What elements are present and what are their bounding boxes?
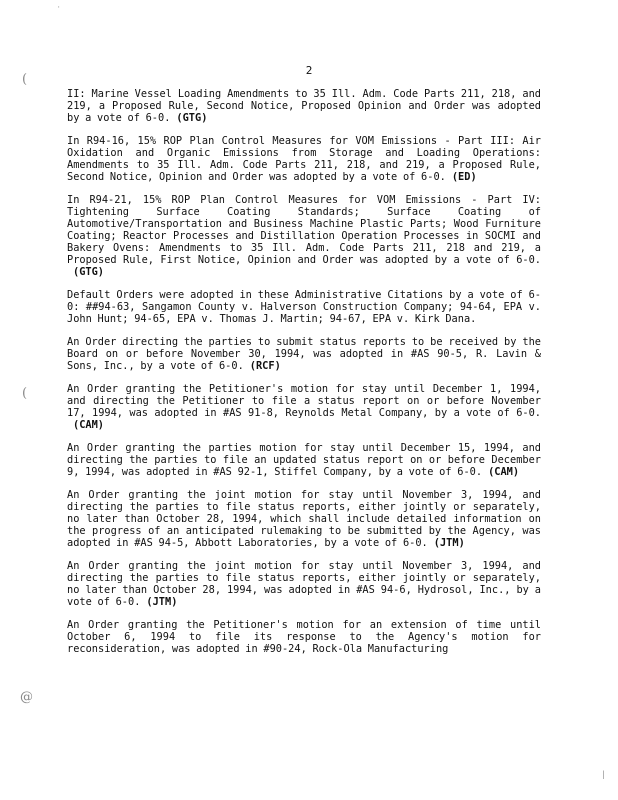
margin-mark-right: | <box>602 770 605 779</box>
paragraph-text: An Order granting the parties motion for stay until December 15, 1994, and directing the parties to file an updated status report on or before December 9, 1994, was adopted in #AS 92-1, Stiffel Company, by a vote of 6-0. <box>67 442 541 478</box>
margin-punch-mark-bottom: @ <box>20 690 33 705</box>
page-number: 2 <box>305 64 313 77</box>
margin-tick-mark: ' <box>58 6 60 13</box>
paragraph-as-94-5 <box>67 489 541 549</box>
paragraph-as-92-1 <box>67 442 541 478</box>
paragraph-text: Default Orders were adopted in these Administrative Citations by a vote of 6-0: ##94-63, Sangamon County v. Halverson Construction Company; 94-64, EPA v. John Hunt; 94-65, EPA v. Thomas J. Martin; 94-67, EPA v. Kirk Dana. <box>67 289 541 325</box>
paragraph-90-24 <box>67 619 541 655</box>
author-initials: (CAM) <box>73 419 104 431</box>
paragraph-r94-16 <box>67 135 541 183</box>
paragraph-text: In R94-16, 15% ROP Plan Control Measures for VOM Emissions - Part III: Air Oxidation and Organic Emissions from Storage and Loading Operations: Amendments to 35 Ill. Adm. Code Parts 211, 218, and 219, a Proposed Rule, Second Notice, Opinion and Order was adopted by a vote of 6-0. <box>67 135 541 183</box>
margin-punch-mark-middle: ( <box>22 386 28 401</box>
paragraph-text: An Order granting the Petitioner's motion for an extension of time until October 6, 1994 to file its response to the Agency's motion for reconsideration, was adopted in #90-24, Rock-Ola Manufacturing <box>67 619 541 655</box>
paragraph-text: An Order granting the joint motion for stay until November 3, 1994, and directing the parties to file status reports, either jointly or separately, no later than October 28, 1994, which shall include detailed information on the progress of an anticipated rulemaking to be submitted by the Agency, was adopted in #AS 94-5, Abbott Laboratories, by a vote of 6-0. <box>67 489 541 549</box>
paragraph-as-91-8 <box>67 383 541 431</box>
paragraph-text: In R94-21, 15% ROP Plan Control Measures for VOM Emissions - Part IV: Tightening Surface Coating Standards; Surface Coating of Automotive/Transportation and Business Machine Plastic Parts; Wood Furniture Coating; Reactor Processes and Distillation Operation Processes in SOCMI and Bakery Ovens: Amendments to 35 Ill. Adm. Code Parts 211, 218 and 219, a Proposed Rule, First Notice, Opinion and Order was adopted by a vote of 6-0. <box>67 194 541 266</box>
paragraph-text: II: Marine Vessel Loading Amendments to 35 Ill. Adm. Code Parts 211, 218, and 219, a Proposed Rule, Second Notice, Proposed Opinion and Order was adopted by a vote of 6-0. <box>67 88 541 124</box>
document-body <box>67 88 541 665</box>
author-initials: (CAM) <box>488 466 520 478</box>
paragraph-as-90-5 <box>67 336 541 372</box>
margin-punch-mark-top: ( <box>22 72 28 87</box>
author-initials: (GTG) <box>73 266 104 278</box>
paragraph-default-orders <box>67 289 541 325</box>
author-initials: (JTM) <box>433 537 465 549</box>
author-initials: (GTG) <box>176 112 208 124</box>
paragraph-text: An Order granting the Petitioner's motion for stay until December 1, 1994, and directing the Petitioner to file a status report on or before November 17, 1994, was adopted in #AS 91-8, Reynolds Metal Company, by a vote of 6-0. <box>67 383 541 419</box>
author-initials: (JTM) <box>146 596 178 608</box>
paragraph-text: An Order directing the parties to submit status reports to be received by the Board on or before November 30, 1994, was adopted in #AS 90-5, R. Lavin & Sons, Inc., by a vote of 6-0. <box>67 336 541 372</box>
paragraph-as-94-6 <box>67 560 541 608</box>
paragraph-r94-21 <box>67 194 541 278</box>
paragraph-text: An Order granting the joint motion for stay until November 3, 1994, and directing the parties to file status reports, either jointly or separately, no later than October 28, 1994, was adopted in #AS 94-6, Hydrosol, Inc., by a vote of 6-0. <box>67 560 541 608</box>
author-initials: (RCF) <box>249 360 281 372</box>
author-initials: (ED) <box>451 171 477 183</box>
paragraph-marine-vessel <box>67 88 541 124</box>
